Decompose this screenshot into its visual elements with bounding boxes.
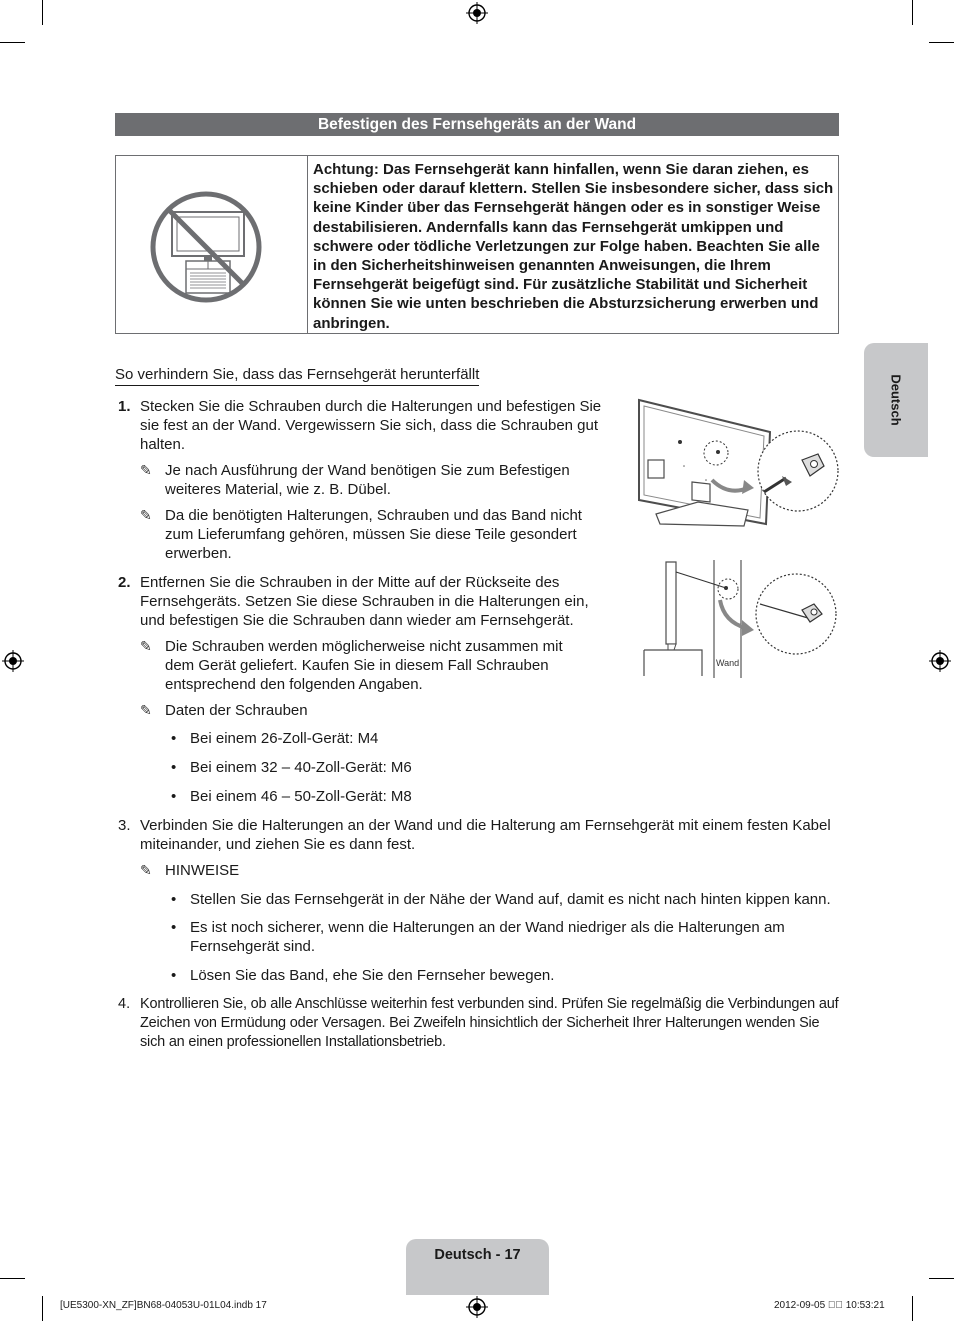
subheading: So verhindern Sie, dass das Fernsehgerät herunterfällt bbox=[115, 365, 479, 386]
page-footer-tab bbox=[406, 1239, 549, 1295]
crop-mark bbox=[929, 42, 954, 43]
bullet-icon: • bbox=[171, 788, 177, 805]
note-icon: ✎ bbox=[140, 638, 152, 654]
note-icon: ✎ bbox=[140, 702, 152, 718]
page-number: Deutsch - 17 bbox=[434, 1247, 521, 1263]
warning-image bbox=[116, 156, 308, 333]
note-text: Die Schrauben werden möglicherweise nicht zusammen mit dem Gerät geliefert. Kaufen Sie in diesem Fall Schrauben entsprechend den folgenden Angaben. bbox=[165, 638, 563, 693]
imprint-file: [UE5300-XN_ZF]BN68-04053U-01L04.indb 17 bbox=[60, 1300, 267, 1311]
figure-tv-back-bracket bbox=[636, 396, 842, 531]
crop-mark bbox=[0, 1278, 25, 1279]
list-item: Bei einem 46 – 50-Zoll-Gerät: M8 bbox=[190, 788, 412, 805]
bullet-icon: • bbox=[171, 730, 177, 747]
registration-mark-icon bbox=[466, 2, 488, 24]
step-text: Stecken Sie die Schrauben durch die Halterungen und befestigen Sie sie fest an der Wand. Vergewissern Sie sich, dass die Schrauben gut halten. bbox=[140, 398, 602, 453]
crop-mark bbox=[912, 1296, 913, 1321]
registration-mark-icon bbox=[466, 1296, 488, 1318]
note-heading: HINWEISE bbox=[165, 862, 240, 879]
figure-wall-label: Wand bbox=[716, 658, 740, 668]
list-item: Bei einem 26-Zoll-Gerät: M4 bbox=[190, 730, 379, 747]
bullet-icon: • bbox=[171, 891, 177, 908]
note-icon: ✎ bbox=[140, 507, 152, 523]
bullet-icon: • bbox=[171, 759, 177, 776]
figure-side-view-wall bbox=[642, 558, 842, 678]
step-number: 4. bbox=[118, 996, 131, 1012]
crop-mark bbox=[929, 1278, 954, 1279]
language-tab-label: Deutsch bbox=[888, 374, 904, 426]
list-item: Es ist noch sicherer, wenn die Halterungen an der Wand niedriger als die Halterungen am Fernsehgerät sind. bbox=[190, 919, 785, 955]
note-text: Da die benötigten Halterungen, Schrauben und das Band nicht zum Lieferumfang gehören, müssen Sie diese Teile gesondert erwerben. bbox=[165, 507, 582, 562]
imprint-date: 2012-09-05 ￿￿ 10:53:21 bbox=[774, 1300, 885, 1311]
section-title: Befestigen des Fernsehgeräts an der Wand bbox=[115, 113, 839, 136]
crop-mark bbox=[42, 0, 43, 25]
step-text: Kontrollieren Sie, ob alle Anschlüsse weiterhin fest verbunden sind. Prüfen Sie regelmäßig die Verbindungen auf Zeichen von Ermüdung oder Versagen. Bei Zweifeln hinsichtlich der Sicherheit Ihrer Halterungen wenden Sie sich an einen professionellen Installationsbetrieb. bbox=[140, 996, 839, 1050]
crop-mark bbox=[912, 0, 913, 25]
registration-mark-icon bbox=[929, 650, 951, 672]
note-text: Je nach Ausführung der Wand benötigen Sie zum Befestigen weiteres Material, wie z. B. Dübel. bbox=[165, 462, 570, 498]
step-number: 2. bbox=[118, 574, 131, 591]
crop-mark bbox=[0, 42, 25, 43]
crop-mark bbox=[42, 1296, 43, 1321]
note-text: Daten der Schrauben bbox=[165, 702, 308, 719]
registration-mark-icon bbox=[2, 650, 24, 672]
warning-text: Achtung: Das Fernsehgerät kann hinfallen, wenn Sie daran ziehen, es schieben oder darauf klettern. Stellen Sie insbesondere sicher, dass sich keine Kinder über das Fernsehgerät hängen oder es in sonstiger Weise destabilisieren. Andernfalls kann das Fernsehgerät umkippen und schwere oder tödliche Verletzungen zur Folge haben. Beachten Sie alle in den Sicherheitshinweisen genannten Anweisungen, die Ihrem Fernsehgerät beigefügt sind. Für zusätzliche Stabilität und Sicherheit können Sie wie unten beschrieben die Absturzsicherung erwerben und anbringen. bbox=[313, 161, 834, 332]
warning-box bbox=[115, 155, 839, 334]
bullet-icon: • bbox=[171, 967, 177, 984]
note-icon: ✎ bbox=[140, 862, 152, 878]
no-climbing-tv-icon bbox=[116, 156, 308, 333]
step-number: 3. bbox=[118, 817, 131, 834]
list-item: Stellen Sie das Fernsehgerät in der Nähe der Wand auf, damit es nicht nach hinten kippen kann. bbox=[190, 891, 831, 908]
step-text: Verbinden Sie die Halterungen an der Wand und die Halterung am Fernsehgerät mit einem festen Kabel miteinander, und ziehen Sie es dann fest. bbox=[140, 817, 831, 853]
step-text: Entfernen Sie die Schrauben in der Mitte auf der Rückseite des Fernsehgeräts. Setzen Sie diese Schrauben in die Halterungen ein, und befestigen Sie die Schrauben dann wieder am Fernsehgerät. bbox=[140, 574, 589, 629]
list-item: Bei einem 32 – 40-Zoll-Gerät: M6 bbox=[190, 759, 412, 776]
step-number: 1. bbox=[118, 398, 131, 415]
list-item: Lösen Sie das Band, ehe Sie den Fernseher bewegen. bbox=[190, 967, 555, 984]
note-icon: ✎ bbox=[140, 462, 152, 478]
language-tab bbox=[864, 343, 928, 457]
bullet-icon: • bbox=[171, 919, 177, 936]
